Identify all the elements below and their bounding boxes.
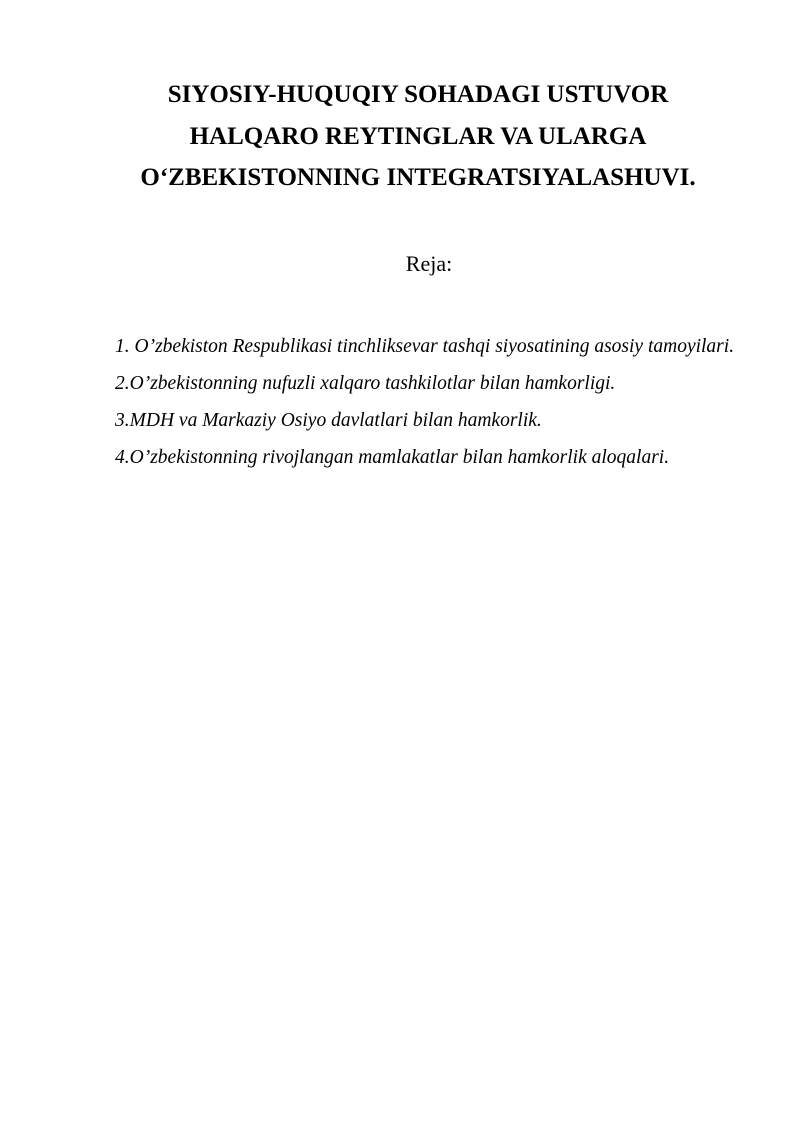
document-title	[100, 74, 736, 199]
plan-heading: Reja:	[405, 251, 453, 276]
title-line-3: O‘ZBEKISTONNING INTEGRATSIYALASHUVI.	[140, 164, 696, 191]
plan-item: 4.O’zbekistonning rivojlangan mamlakatlar bilan hamkorlik aloqalari.	[115, 447, 670, 468]
title-line-1: SIYOSIY-HUQUQIY SOHADAGI USTUVOR	[167, 81, 669, 108]
plan-item: 2.O’zbekistonning nufuzli xalqaro tashkilotlar bilan hamkorligi.	[115, 373, 616, 394]
title-line-2: HALQARO REYTINGLAR VA ULARGA	[189, 122, 647, 150]
plan-list	[115, 328, 755, 476]
plan-item: 1. O’zbekiston Respublikasi tinchliksevar tashqi siyosatining asosiy tamoyilari.	[115, 336, 735, 357]
plan-item: 3.MDH va Markaziy Osiyo davlatlari bilan hamkorlik.	[115, 410, 542, 431]
